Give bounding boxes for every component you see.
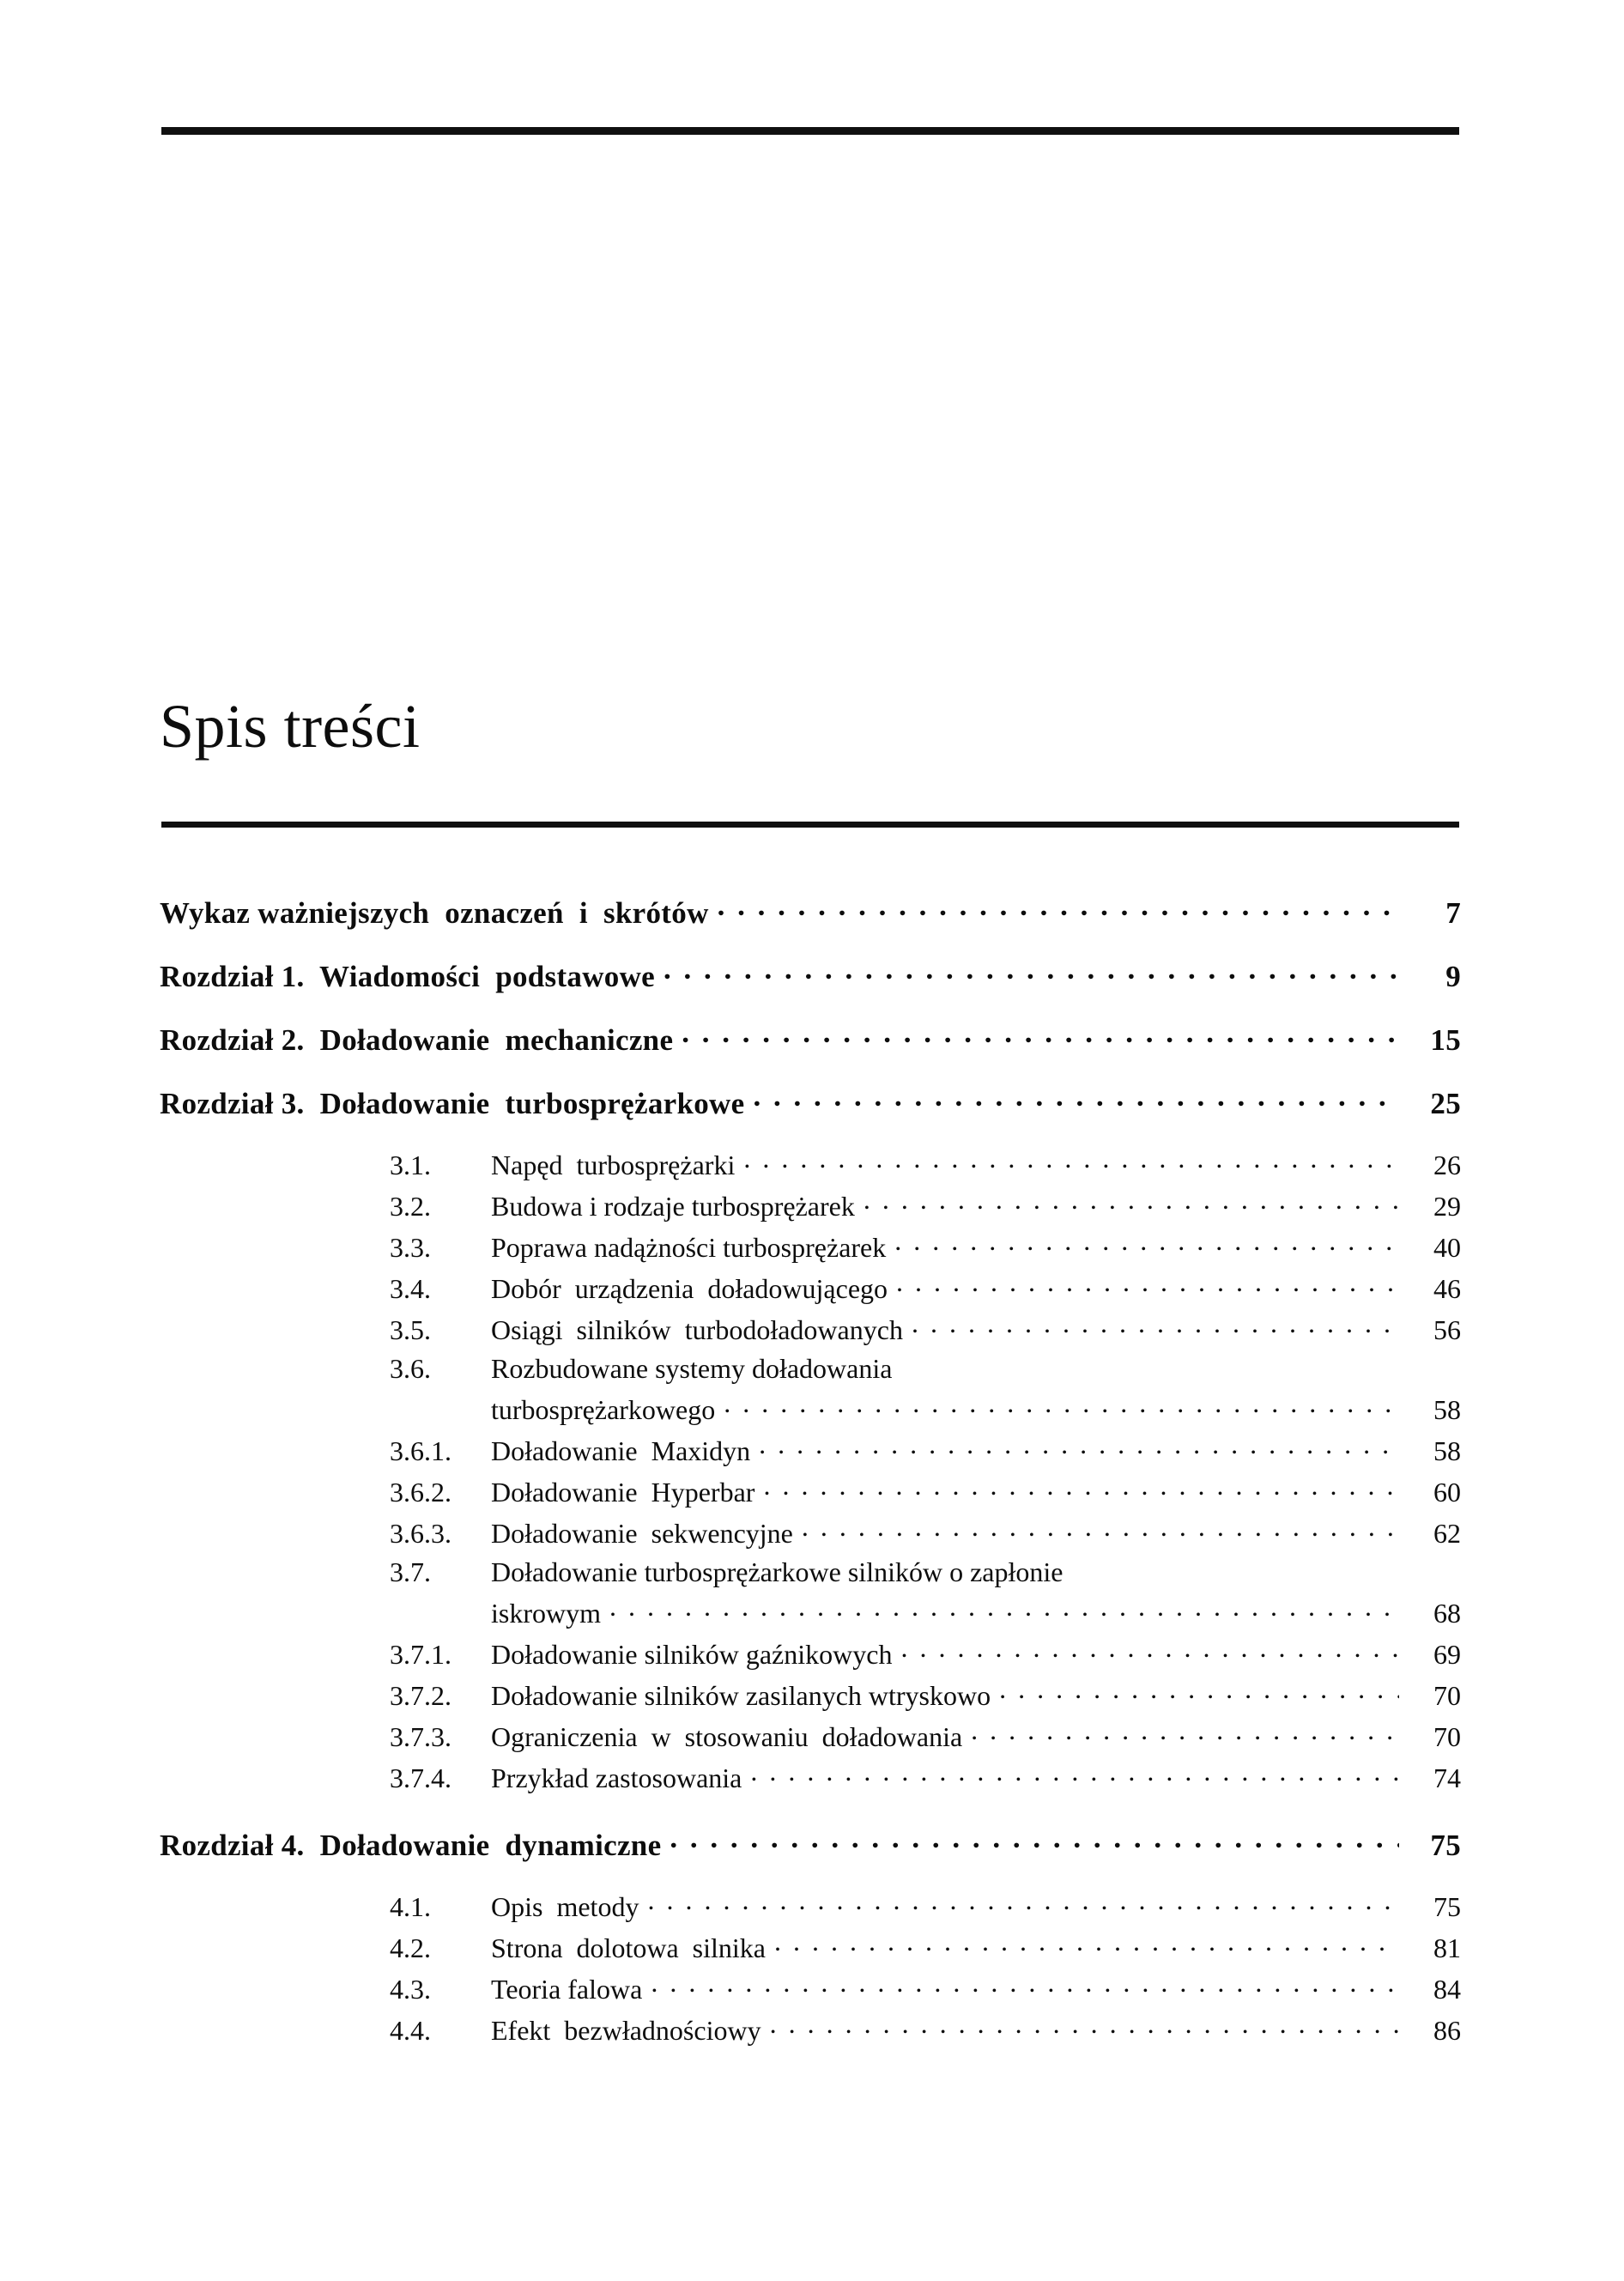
toc-entry-section[interactable] xyxy=(160,1719,1461,1753)
toc-entry-page: 9 xyxy=(1445,960,1461,993)
leader-dots xyxy=(759,1433,1399,1460)
toc-entry-label: Rozdział 2. Doładowanie mechaniczne xyxy=(160,1023,674,1057)
toc-entry-number: 3.6.3. xyxy=(390,1518,451,1549)
leader-dots xyxy=(750,1760,1399,1787)
leader-dots xyxy=(774,1930,1399,1957)
toc-entry-section[interactable] xyxy=(160,1271,1461,1305)
toc-entry-number: 3.6.2. xyxy=(390,1477,451,1508)
toc-entry-label: Ograniczenia w stosowaniu doładowania xyxy=(491,1721,963,1752)
toc-entry-section[interactable] xyxy=(160,1312,1461,1346)
leader-dots xyxy=(724,1392,1399,1419)
toc-entry-continuation[interactable] xyxy=(160,1392,1461,1426)
leader-dots xyxy=(763,1474,1399,1501)
toc-entry-section[interactable] xyxy=(160,1353,1461,1385)
leader-dots xyxy=(664,956,1399,986)
toc-entry-section[interactable] xyxy=(160,1636,1461,1671)
toc-entry-number: 3.7.3. xyxy=(390,1721,451,1752)
toc-entry-label: Doładowanie sekwencyjne xyxy=(491,1518,793,1549)
toc-entry-number: 4.4. xyxy=(390,2015,431,2046)
toc-entry-page: 58 xyxy=(1433,1394,1461,1425)
toc-entry-number: 3.7.2. xyxy=(390,1680,451,1711)
toc-entry-section[interactable] xyxy=(160,1188,1461,1222)
toc-entry-label: Rozdział 4. Doładowanie dynamiczne xyxy=(160,1829,662,1862)
leader-dots xyxy=(900,1636,1399,1664)
table-of-contents xyxy=(160,893,1461,2054)
toc-entry-page: 56 xyxy=(1433,1314,1461,1345)
leader-dots xyxy=(802,1515,1399,1543)
leader-dots xyxy=(647,1889,1399,1916)
toc-entry-label: Rozdział 3. Doładowanie turbosprężarkowe xyxy=(160,1087,745,1120)
toc-entry-label: Strona dolotowa silnika xyxy=(491,1932,766,1963)
leader-dots xyxy=(912,1312,1399,1339)
leader-dots xyxy=(682,1020,1399,1050)
toc-entry-number: 3.5. xyxy=(390,1314,431,1345)
toc-entry-page: 60 xyxy=(1433,1477,1461,1508)
toc-entry-section[interactable] xyxy=(160,1889,1461,1923)
toc-entry-section[interactable] xyxy=(160,1556,1461,1588)
toc-entry-section[interactable] xyxy=(160,1930,1461,1964)
toc-entry-section[interactable] xyxy=(160,1515,1461,1550)
toc-entry-chapter[interactable] xyxy=(160,1825,1461,1863)
toc-entry-label: Poprawa nadążności turbosprężarek xyxy=(491,1232,887,1263)
leader-dots xyxy=(651,1971,1399,1999)
toc-entry-section[interactable] xyxy=(160,2012,1461,2047)
toc-entry-page: 84 xyxy=(1433,1974,1461,2005)
toc-entry-section[interactable] xyxy=(160,1474,1461,1508)
toc-entry-label: Efekt bezwładnościowy xyxy=(491,2015,761,2046)
leader-dots xyxy=(743,1147,1399,1174)
toc-entry-continuation[interactable] xyxy=(160,1595,1461,1629)
leader-dots xyxy=(718,893,1399,923)
toc-entry-label: Rozbudowane systemy doładowania xyxy=(491,1353,893,1384)
toc-entry-number: 4.1. xyxy=(390,1891,431,1922)
toc-entry-page: 69 xyxy=(1433,1639,1461,1670)
toc-entry-page: 29 xyxy=(1433,1191,1461,1222)
leader-dots xyxy=(894,1229,1399,1257)
toc-entry-section[interactable] xyxy=(160,1677,1461,1712)
leader-dots xyxy=(971,1719,1399,1746)
toc-entry-page: 40 xyxy=(1433,1232,1461,1263)
toc-entry-number: 4.3. xyxy=(390,1974,431,2005)
leader-dots xyxy=(670,1825,1399,1855)
toc-entry-label: Doładowanie Hyperbar xyxy=(491,1477,755,1508)
toc-entry-number: 3.2. xyxy=(390,1191,431,1222)
toc-entry-section[interactable] xyxy=(160,1760,1461,1794)
toc-entry-number: 3.7.4. xyxy=(390,1762,451,1793)
toc-entry-label: Rozdział 1. Wiadomości podstawowe xyxy=(160,960,656,993)
toc-entry-page: 70 xyxy=(1433,1721,1461,1752)
toc-entry-page: 7 xyxy=(1445,896,1461,930)
toc-entry-label: Dobór urządzenia doładowującego xyxy=(491,1273,888,1304)
toc-entry-section[interactable] xyxy=(160,1971,1461,2005)
toc-entry-page: 74 xyxy=(1433,1762,1461,1793)
toc-entry-label: Wykaz ważniejszych oznaczeń i skrótów xyxy=(160,896,709,930)
leader-dots xyxy=(999,1677,1399,1705)
leader-dots xyxy=(864,1188,1399,1216)
toc-entry-page: 86 xyxy=(1433,2015,1461,2046)
toc-entry-number: 3.1. xyxy=(390,1150,431,1180)
toc-entry-page: 25 xyxy=(1430,1087,1461,1120)
toc-entry-section[interactable] xyxy=(160,1433,1461,1467)
leader-dots xyxy=(770,2012,1399,2040)
toc-entry-number: 3.3. xyxy=(390,1232,431,1263)
toc-entry-label: Napęd turbosprężarki xyxy=(491,1150,736,1180)
toc-entry-chapter[interactable] xyxy=(160,1020,1461,1058)
toc-entry-number: 3.7. xyxy=(390,1556,431,1587)
toc-entry-chapter[interactable] xyxy=(160,956,1461,994)
toc-entry-chapter[interactable] xyxy=(160,1083,1461,1121)
page-title: Spis treści xyxy=(160,692,421,761)
top-rule xyxy=(161,127,1459,135)
leader-dots xyxy=(609,1595,1399,1623)
toc-entry-section[interactable] xyxy=(160,1229,1461,1264)
leader-dots xyxy=(753,1083,1399,1113)
toc-entry-chapter[interactable] xyxy=(160,893,1461,931)
toc-entry-page: 70 xyxy=(1433,1680,1461,1711)
toc-entry-number: 3.6. xyxy=(390,1353,431,1384)
toc-entry-label: turbosprężarkowego xyxy=(491,1394,716,1425)
toc-entry-number: 4.2. xyxy=(390,1932,431,1963)
toc-entry-number: 3.4. xyxy=(390,1273,431,1304)
toc-entry-label: Budowa i rodzaje turbosprężarek xyxy=(491,1191,855,1222)
toc-entry-page: 15 xyxy=(1430,1023,1461,1057)
toc-entry-label: Doładowanie silników zasilanych wtryskowo xyxy=(491,1680,991,1711)
toc-entry-page: 26 xyxy=(1433,1150,1461,1180)
toc-entry-section[interactable] xyxy=(160,1147,1461,1181)
toc-entry-label: Doładowanie turbosprężarkowe silników o zapłonie xyxy=(491,1556,1063,1587)
toc-entry-label: Opis metody xyxy=(491,1891,639,1922)
toc-entry-page: 46 xyxy=(1433,1273,1461,1304)
toc-entry-number: 3.7.1. xyxy=(390,1639,451,1670)
leader-dots xyxy=(896,1271,1399,1298)
toc-entry-page: 62 xyxy=(1433,1518,1461,1549)
toc-entry-number: 3.6.1. xyxy=(390,1435,451,1466)
toc-entry-page: 75 xyxy=(1430,1829,1461,1862)
toc-entry-label: Teoria falowa xyxy=(491,1974,643,2005)
toc-entry-page: 81 xyxy=(1433,1932,1461,1963)
toc-entry-page: 58 xyxy=(1433,1435,1461,1466)
toc-entry-label: iskrowym xyxy=(491,1598,601,1629)
toc-entry-label: Doładowanie silników gaźnikowych xyxy=(491,1639,893,1670)
toc-entry-label: Doładowanie Maxidyn xyxy=(491,1435,751,1466)
toc-entry-label: Przykład zastosowania xyxy=(491,1762,742,1793)
toc-entry-page: 75 xyxy=(1433,1891,1461,1922)
toc-entry-page: 68 xyxy=(1433,1598,1461,1629)
title-underline-rule xyxy=(161,822,1459,828)
toc-entry-label: Osiągi silników turbodoładowanych xyxy=(491,1314,903,1345)
